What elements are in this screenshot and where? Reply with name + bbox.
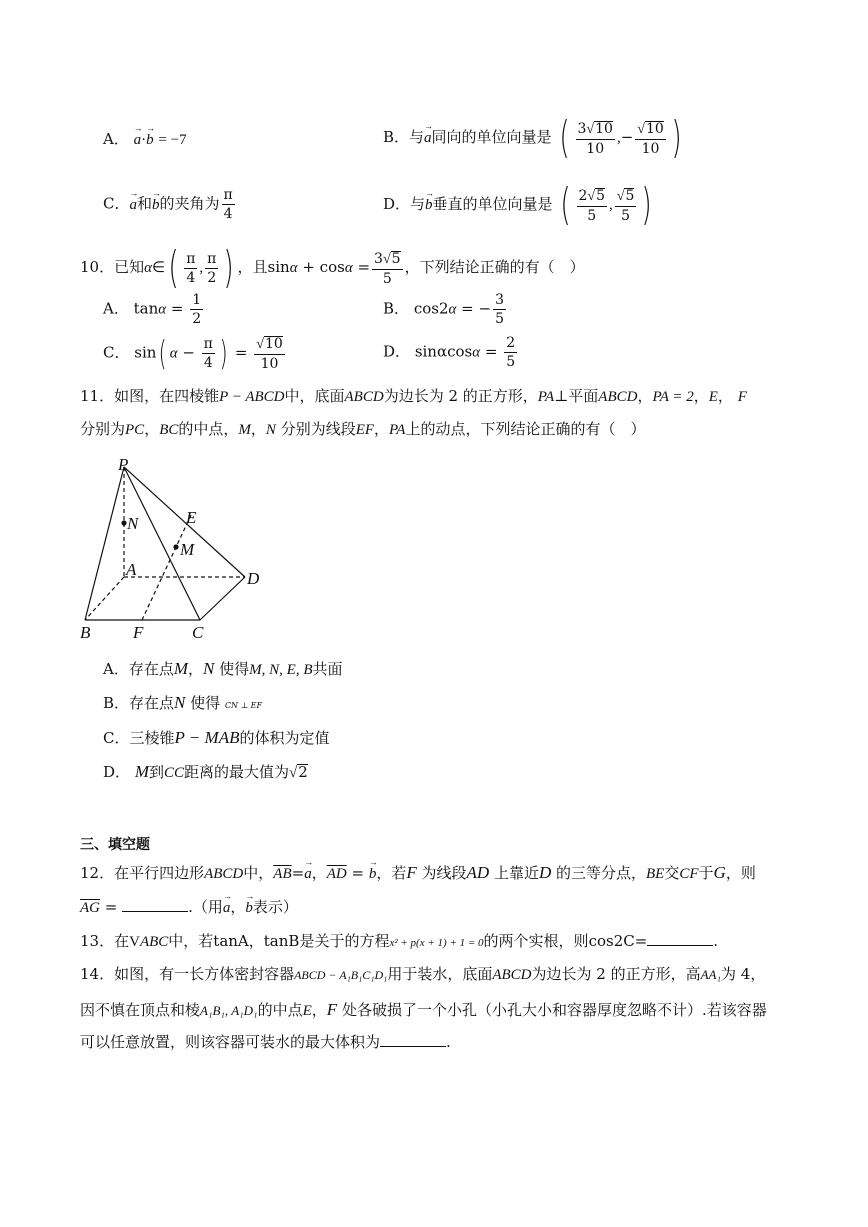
q14-line2: 因不慎在顶点和棱A₁B₁, A₁D₁的中点E，F 处各破损了一个小孔（小孔大小和容器厚度忽略不计）.若该容器	[80, 1000, 767, 1019]
section-title: 三、填空题	[80, 837, 150, 853]
label-p: P	[118, 455, 129, 474]
label-e: E	[186, 508, 197, 527]
q11-option-c: C．三棱锥P − MAB的体积为定值	[103, 728, 330, 747]
q10-stem: 10．已知α∈( $\frac{\pi}{4}$ , $\frac{\pi}{2}$ ) ，且sinα + cosα = $\frac{3√5}{5}$ ，下列结论正确的有（ ）	[80, 242, 585, 293]
q12-answer-blank[interactable]	[122, 899, 188, 912]
q14-line1: 14．如图，有一长方体密封容器ABCD − A₁B₁C₁D₁用于装水，底面ABCD为边长为 2 的正方形，高AA₁为 4，	[80, 965, 766, 983]
segment-ef	[142, 515, 191, 620]
label-a: A	[126, 560, 137, 579]
q10-option-b: B． cos2α = − $\frac{3}{5}$	[383, 292, 504, 327]
q11-stem-line2: 分别为PC，BC的中点，M，N 分别为线段EF，PA上的动点，下列结论正确的有（ ）	[80, 420, 646, 438]
label-n: N	[127, 514, 139, 533]
q14-answer-blank[interactable]	[380, 1034, 446, 1047]
q12-line2: $\overline{AG}$ = .（用→ a，→ b表示）	[80, 899, 298, 916]
q13-answer-blank[interactable]	[647, 933, 713, 946]
q12-line1: 12．在平行四边形ABCD中，$\overline{AB}=\to a$，$\overline{AD}$ = → b，若F 为线段AD 上靠近D 的三等分点，BE交CF于G，则	[80, 864, 756, 882]
label-f: F	[133, 623, 144, 642]
q10-option-d: D． sinαcosα = $\frac{2}{5}$	[383, 335, 516, 370]
q9-option-c: C．→ a和→ b的夹角为 $\frac{\pi}{4}$	[103, 188, 237, 221]
q14-line3: 可以任意放置，则该容器可装水的最大体积为 .	[80, 1033, 451, 1051]
label-d: D	[247, 569, 260, 588]
edge-cd	[200, 577, 245, 620]
point-n	[121, 520, 126, 525]
q11-option-d: D． M到CC距离的最大值为√2	[103, 762, 308, 781]
edge-pd	[124, 467, 245, 577]
q9-option-b: B．与→ a同向的单位向量是 ( $\frac{3√10}{10}$ ,− $\frac{√10}{10}$ )	[383, 116, 685, 160]
label-b: B	[80, 623, 91, 642]
label-c: C	[192, 623, 204, 642]
q10-option-a: A． tanα = $\frac{1}{2}$	[103, 292, 202, 327]
label-m: M	[180, 540, 195, 559]
q11-stem-line1: 11．如图，在四棱锥P − ABCD中，底面ABCD为边长为 2 的正方形，PA⊥平面ABCD，PA = 2，E， F	[80, 387, 747, 405]
q11-option-b: B．存在点N 使得 CN ⊥ EF	[103, 693, 263, 712]
pyramid-figure	[70, 452, 280, 647]
q9-option-d: D．与→ b垂直的单位向量是 ( $\frac{2√5}{5}$ , $\frac{√5}{5}$ )	[383, 183, 656, 227]
point-m	[173, 544, 178, 549]
q11-option-a: A．存在点M，N 使得M, N, E, B共面	[103, 659, 343, 678]
q9-option-a: A． → a·→ b = −7	[103, 132, 187, 148]
edge-pb	[85, 467, 124, 620]
q13-line: 13．在VABC中，若tanA，tanB是关于的方程x² + p(x + 1) + 1 = 0的两个实根，则cos2C= .	[80, 932, 719, 950]
q10-option-c: C． sin( α − $\frac{\pi}{4}$ ) = $\frac{√10}{10}$	[103, 333, 283, 374]
